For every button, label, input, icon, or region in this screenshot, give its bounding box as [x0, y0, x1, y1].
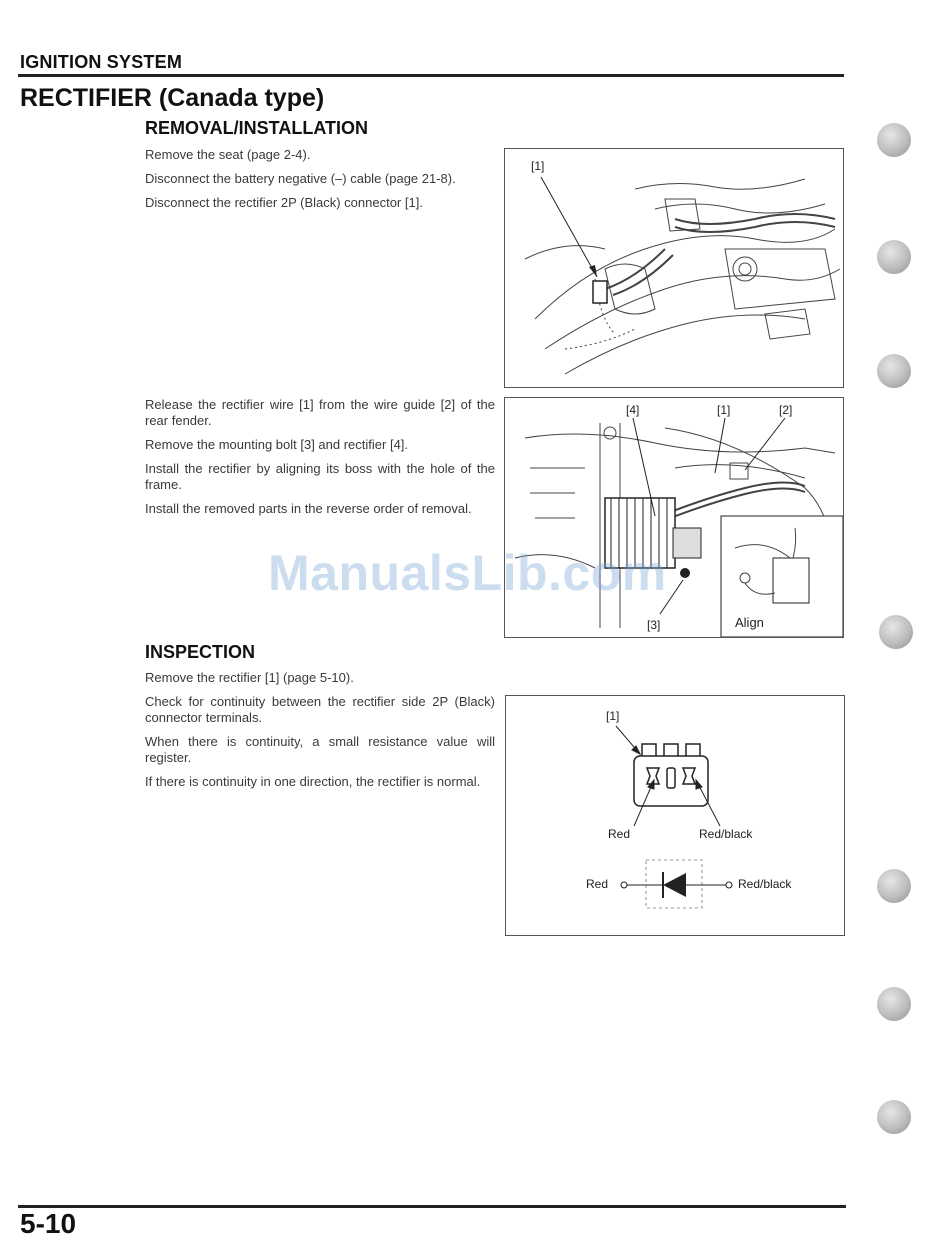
figure-connector-location: [504, 148, 844, 388]
figure-connector-terminals: [505, 695, 845, 936]
section-tab-marker: [877, 987, 911, 1021]
callout-1: [1]: [531, 159, 545, 173]
page-title: RECTIFIER (Canada type): [20, 84, 325, 112]
inspection-step: Remove the rectifier [1] (page 5-10).: [145, 670, 354, 685]
removal-step: Install the rectifier by aligning its boss with the hole of the frame.: [145, 461, 495, 492]
callout-4: [4]: [626, 403, 640, 417]
terminal-label-red: Red: [608, 827, 631, 841]
inspection-step: Check for continuity between the rectifier side 2P (Black) connector terminals.: [145, 694, 495, 725]
removal-step: Remove the seat (page 2-4).: [145, 147, 311, 162]
watermark: ManualsLib.com: [268, 545, 667, 601]
section-tab-marker: [877, 869, 911, 903]
removal-step: Install the removed parts in the reverse order of removal.: [145, 501, 472, 516]
inspection-step: If there is continuity in one direction, the rectifier is normal.: [145, 774, 481, 789]
connector-terminal-diagram: [506, 696, 844, 935]
mounting-bolt-shape: [680, 568, 690, 578]
diode-symbol: [621, 860, 732, 908]
align-label: Align: [735, 615, 764, 630]
terminal-label-red-black: Red/black: [699, 827, 753, 841]
section-header: IGNITION SYSTEM: [20, 52, 183, 72]
removal-step: Release the rectifier wire [1] from the wire guide [2] of the rear fender.: [145, 397, 495, 428]
removal-step: Disconnect the battery negative (–) cable (page 21-8).: [145, 171, 456, 186]
diode-label-red-black: Red/black: [738, 877, 792, 891]
callout-1: [1]: [717, 403, 731, 417]
page-number: 5-10: [20, 1208, 77, 1239]
removal-heading: REMOVAL/INSTALLATION: [145, 118, 368, 138]
section-tab-marker: [877, 354, 911, 388]
rectifier-connector-shape: [593, 281, 607, 303]
inspection-heading: INSPECTION: [145, 642, 256, 662]
callout-1: [1]: [606, 709, 620, 723]
connector-2p-shape: [634, 744, 708, 806]
connector-location-illustration: [505, 149, 843, 387]
section-tab-marker: [877, 123, 911, 157]
callout-3: [3]: [647, 618, 661, 632]
footer-rule: [18, 1205, 846, 1208]
section-tab-marker: [879, 615, 913, 649]
section-tab-marker: [877, 1100, 911, 1134]
removal-step: Disconnect the rectifier 2P (Black) connector [1].: [145, 195, 423, 210]
section-tab-marker: [877, 240, 911, 274]
header-rule: [18, 74, 844, 77]
inspection-step: When there is continuity, a small resistance value will register.: [145, 734, 495, 765]
removal-step: Remove the mounting bolt [3] and rectifier [4].: [145, 437, 409, 452]
diode-label-red: Red: [586, 877, 609, 891]
callout-2: [2]: [779, 403, 793, 417]
